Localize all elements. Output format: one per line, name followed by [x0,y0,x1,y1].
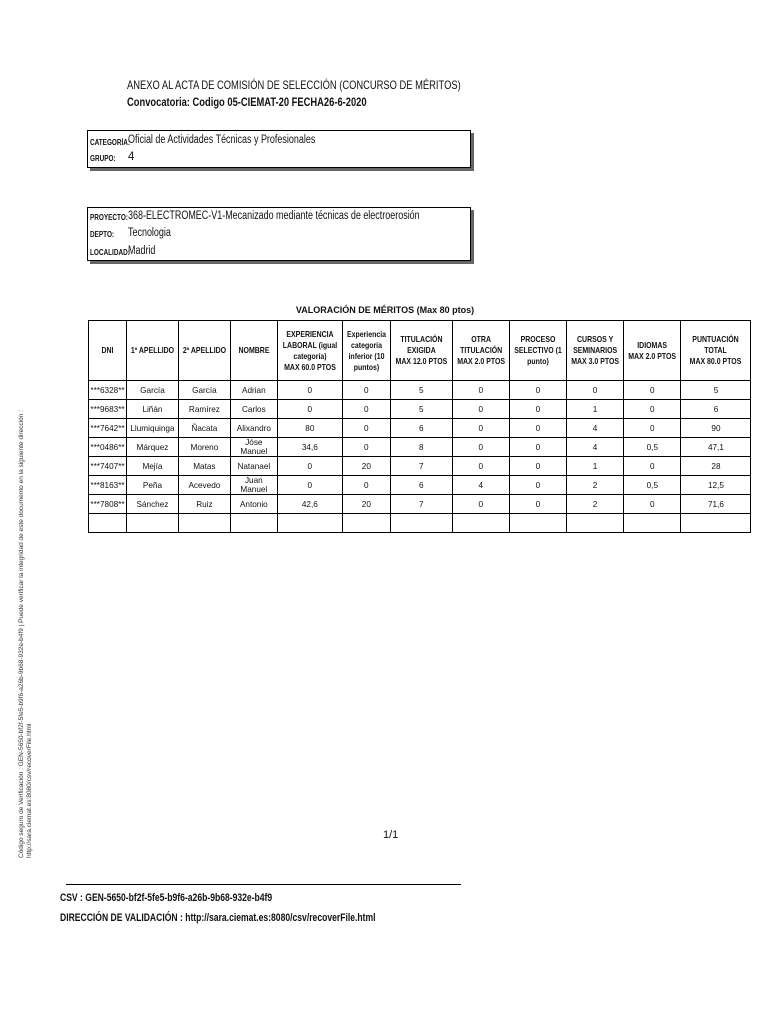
column-header-line: punto) [527,357,549,366]
table-cell: 28 [681,457,751,476]
column-header [178,321,230,381]
column-header-line: SEMINARIOS [573,346,618,355]
convocatoria-title: Convocatoria: Codigo 05-CIEMAT-20 FECHA26-6-2020 [127,95,367,109]
table-cell: 0 [452,400,509,419]
table-cell: ***9683** [89,400,127,419]
column-header [452,321,509,381]
table-cell: 6 [390,476,452,495]
table-cell [390,514,452,533]
table-cell: 2 [566,476,623,495]
table-cell: 0 [277,381,342,400]
column-header-line: EXIGIDA [406,346,436,355]
table-cell: 0 [342,400,390,419]
document-title: ANEXO AL ACTA DE COMISIÓN DE SELECCIÓN (CONCURSO DE MÉRITOS) [127,78,461,92]
depto-label: DEPTO: [90,230,115,239]
table-cell: 1 [566,400,623,419]
table-row [89,381,751,400]
table-cell: ***0486** [89,438,127,457]
table-cell: Peña [127,476,179,495]
table-cell [277,514,342,533]
table-cell: Matas [178,457,230,476]
table-cell: Adrian [230,381,277,400]
column-header-line: Experiencia [346,329,386,339]
table-cell: 0 [509,476,566,495]
column-header-line: NOMBRE [238,346,270,355]
table-cell: 5 [390,400,452,419]
table-cell [509,514,566,533]
column-header-line: EXPERIENCIA [286,329,334,339]
table-cell: 47,1 [681,438,751,457]
table-cell: 0 [509,438,566,457]
column-header-line: MAX 80.0 PTOS [690,357,742,366]
table-cell: 0 [624,419,681,438]
column-header-line: TOTAL [704,346,728,355]
table-cell: 0,5 [624,476,681,495]
table-cell: 0 [342,476,390,495]
table-cell: 0 [624,495,681,514]
table-cell: Antonio [230,495,277,514]
table-cell: García [178,381,230,400]
proyecto-box [87,207,471,261]
table-cell: Márquez [127,438,179,457]
column-header-line: MAX 3.0 PTOS [571,357,619,366]
table-cell: Sánchez [127,495,179,514]
table-cell: 4 [452,476,509,495]
table-cell: 0 [452,419,509,438]
table-cell: García [127,381,179,400]
table-cell: 0 [342,438,390,457]
table-cell: ***7407** [89,457,127,476]
table-cell [342,514,390,533]
table-cell: Juan Manuel [230,476,277,495]
table-cell: 2 [566,495,623,514]
table-cell: 5 [390,381,452,400]
table-cell [178,514,230,533]
categoria-value: Oficial de Actividades Técnicas y Profesionales [128,134,316,146]
column-header [624,321,681,381]
table-cell: 20 [342,457,390,476]
table-cell [230,514,277,533]
column-header-line: PUNTUACIÓN [692,335,740,344]
csv-code: CSV : GEN-5650-bf2f-5fe5-b9f6-a26b-9b68-932e-b4f9 [60,892,273,904]
table-row [89,476,751,495]
table-cell: 71,6 [681,495,751,514]
table-cell: Ruiz [178,495,230,514]
table-cell: 6 [390,419,452,438]
table-cell: 4 [566,419,623,438]
column-header-line: DNI [101,346,114,355]
column-header [342,321,390,381]
column-header [509,321,566,381]
table-cell: 0 [509,457,566,476]
column-header-line: LABORAL (igual [282,340,338,350]
table-cell: 42,6 [277,495,342,514]
table-cell: Jóse Manuel [230,438,277,457]
table-cell: 0,5 [624,438,681,457]
column-header-line: MAX 2.0 PTOS [628,351,677,361]
table-cell: 0 [624,400,681,419]
table-row [89,457,751,476]
table-cell: 0 [452,457,509,476]
table-cell: Moreno [178,438,230,457]
table-cell: ***8163** [89,476,127,495]
meritos-title: VALORACIÓN DE MÉRITOS (Max 80 ptos) [295,305,475,315]
column-header [277,321,342,381]
column-header-line: TITULACIÓN [459,346,502,355]
table-header-row [89,321,751,381]
table-cell [624,514,681,533]
column-header-line: categoría) [293,351,327,361]
depto-value: Tecnologia [128,227,171,239]
table-cell: Mejía [127,457,179,476]
table-cell [89,514,127,533]
column-header-line: CURSOS Y [576,335,614,344]
table-row [89,495,751,514]
table-cell: Natanael [230,457,277,476]
table-cell: 0 [509,495,566,514]
column-header-line: PROCESO [520,335,556,344]
table-cell: 6 [681,400,751,419]
table-cell: 0 [452,495,509,514]
table-cell: 1 [566,457,623,476]
column-header-line: MAX 2.0 PTOS [456,357,505,366]
table-cell: 0 [624,457,681,476]
table-cell [566,514,623,533]
column-header [681,321,751,381]
table-cell: Liñán [127,400,179,419]
table-cell: 90 [681,419,751,438]
column-header [89,321,127,381]
footer-divider [66,884,461,885]
table-cell: Carlos [230,400,277,419]
table-cell: Acevedo [178,476,230,495]
table-cell [452,514,509,533]
table-cell: ***7642** [89,419,127,438]
localidad-label: LOCALIDAD: [90,248,130,257]
table-cell: 0 [277,400,342,419]
table-row [89,438,751,457]
table-cell: 0 [277,476,342,495]
column-header-line: TITULACIÓN [400,335,443,344]
table-row [89,514,751,533]
table-cell: 0 [452,438,509,457]
meritos-table [88,320,751,533]
side-verification-note [18,410,34,858]
column-header-line: inferior (10 [348,351,385,361]
table-cell: 20 [342,495,390,514]
side-note-line1: Código seguro de Verificación : GEN-5650-bf2f-5fe5-b9f6-a26b-9b68-932e-b4f9 | Puede verificar la integridad de este documento en la siguiente dirección : [18,410,25,858]
table-cell: Ñacata [178,419,230,438]
localidad-value: Madrid [128,245,156,257]
table-cell: 0 [509,400,566,419]
table-cell: Ramírez [178,400,230,419]
proyecto-label: PROYECTO: [90,213,128,222]
table-cell: 8 [390,438,452,457]
table-cell: 5 [681,381,751,400]
table-cell: 7 [390,495,452,514]
table-cell: 12,5 [681,476,751,495]
table-row [89,419,751,438]
table-cell: 0 [509,419,566,438]
column-header-line: MAX 60.0 PTOS [283,362,336,372]
column-header-line: 1º APELLIDO [130,346,175,355]
table-cell: 0 [342,381,390,400]
table-cell: 0 [452,381,509,400]
column-header-line: 2º APELLIDO [182,346,227,355]
table-cell: 0 [277,457,342,476]
column-header-line: categoría [350,340,382,350]
column-header-line: IDIOMAS [637,340,668,350]
grupo-value: 4 [128,151,135,163]
table-cell: 80 [277,419,342,438]
grupo-label: GRUPO: [90,154,116,163]
table-cell: ***7808** [89,495,127,514]
column-header-line: SELECTIVO (1 [514,346,562,355]
table-cell: Llumiquinga [127,419,179,438]
column-header [127,321,179,381]
column-header-line: MAX 12.0 PTOS [395,357,448,366]
table-cell: 0 [624,381,681,400]
table-cell: ***6328** [89,381,127,400]
column-header-line: puntos) [353,362,380,372]
column-header [566,321,623,381]
table-cell: 7 [390,457,452,476]
side-note-line2: http://sara.ciemat.es:8080/csv/recoverFile.html [26,723,33,858]
categoria-box [87,130,471,168]
proyecto-value: 368-ELECTROMEC-V1-Mecanizado mediante técnicas de electroerosión [128,210,420,222]
table-cell [681,514,751,533]
table-cell: 0 [509,381,566,400]
categoria-label: CATEGORÍA: [90,138,131,147]
table-cell: 0 [342,419,390,438]
table-row [89,400,751,419]
column-header [390,321,452,381]
table-cell [127,514,179,533]
table-cell: 4 [566,438,623,457]
page-number: 1/1 [383,829,399,841]
table-cell: 34,6 [277,438,342,457]
column-header [230,321,277,381]
column-header-line: OTRA [470,335,491,344]
table-cell: Alixandro [230,419,277,438]
validation-address: DIRECCIÓN DE VALIDACIÓN : http://sara.ciemat.es:8080/csv/recoverFile.html [60,912,376,924]
table-cell: 0 [566,381,623,400]
